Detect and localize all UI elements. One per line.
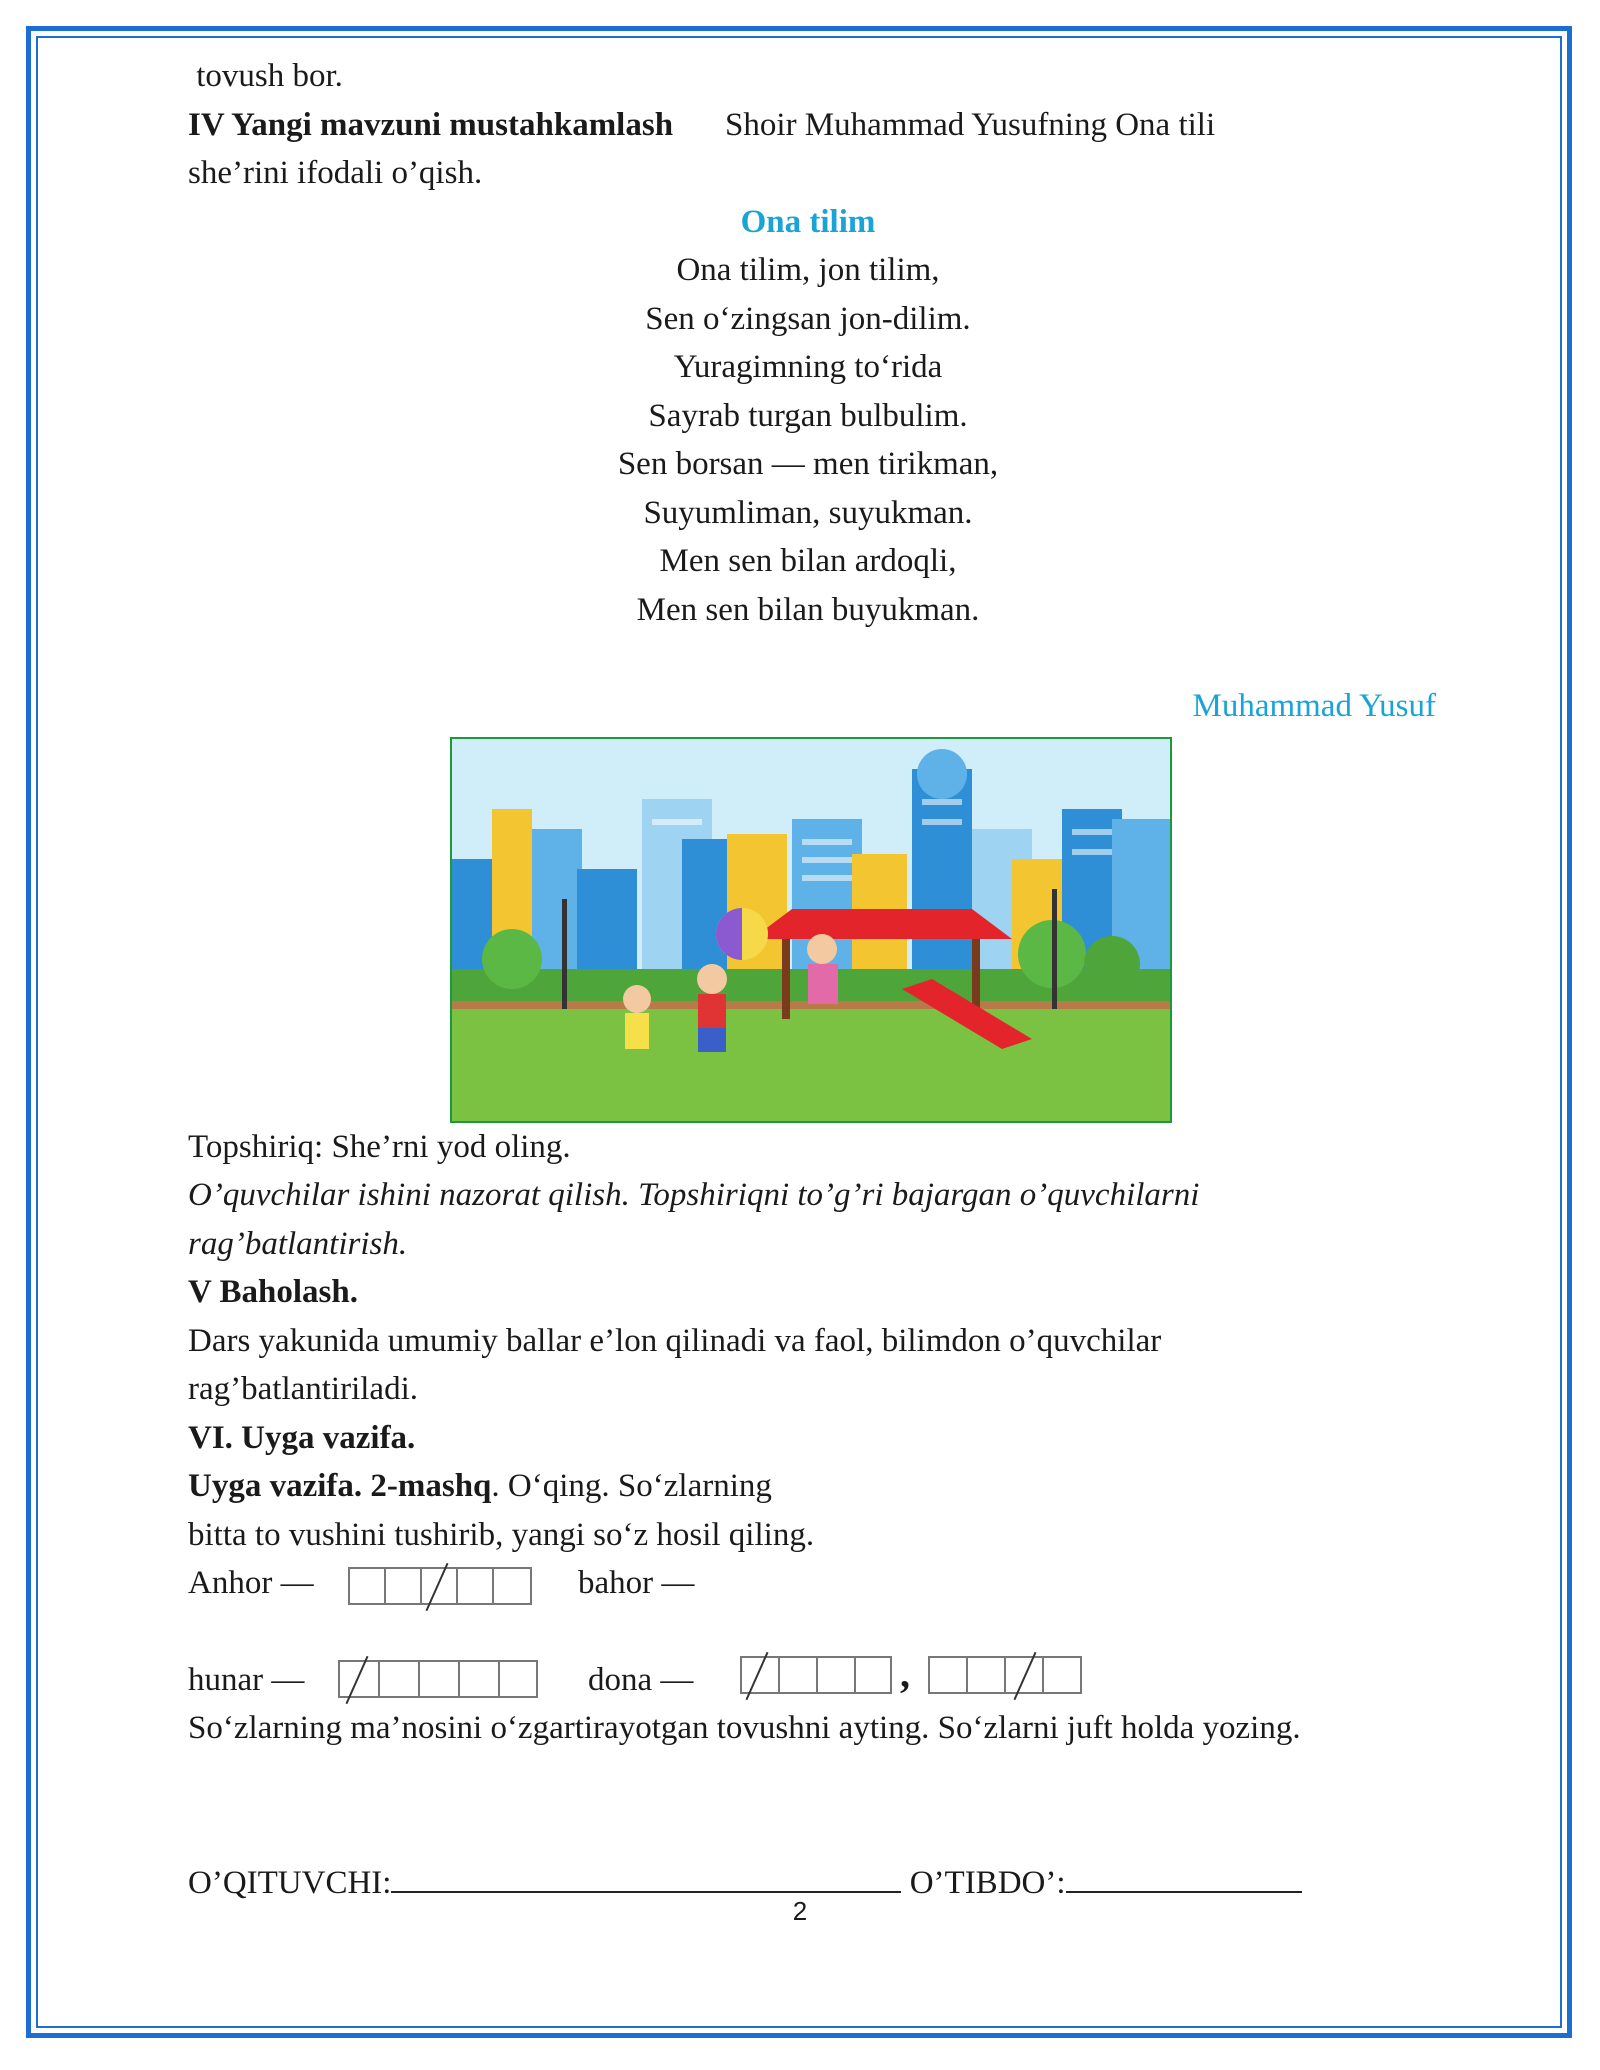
- task-line: Topshiriq: She’rni yod oling.: [188, 1128, 571, 1165]
- city-skyline-icon: [452, 739, 1170, 1121]
- letter-boxes-anhor[interactable]: [348, 1567, 532, 1605]
- letter-boxes-hunar[interactable]: [338, 1660, 538, 1698]
- exercise-word-hunar: hunar —: [188, 1661, 305, 1698]
- section6-line-a: [188, 1462, 1448, 1511]
- poem-title: Ona tilim: [740, 203, 876, 240]
- letter-boxes-dona-1[interactable]: [740, 1656, 892, 1694]
- intro-text: tovush bor.: [196, 58, 343, 94]
- poem-line-7: Men sen bilan ardoqli,: [659, 543, 957, 579]
- homework-lead: Uyga vazifa. 2-mashq: [188, 1468, 492, 1504]
- exercise-comma: ,: [900, 1650, 910, 1696]
- task-italic-a: O’quvchilar ishini nazorat qilish. Topshiriqni to’g’ri bajargan o’quvchilarni: [188, 1177, 1200, 1213]
- letter-boxes-dona-2[interactable]: [928, 1656, 1082, 1694]
- approved-label: O’TIBDO’:: [909, 1864, 1066, 1901]
- poem-line-2: Sen oʻzingsan jon-dilim.: [645, 300, 971, 337]
- strike-mark: [1014, 1651, 1037, 1699]
- document-body: [188, 52, 1448, 1907]
- teacher-label: O’QITUVCHI:: [188, 1864, 392, 1901]
- section5-text-b: rag’batlantiriladi.: [188, 1371, 418, 1407]
- page-number: 2: [792, 1896, 808, 1926]
- poem-line-4: Sayrab turgan bulbulim.: [648, 397, 968, 434]
- playground-illustration: [450, 737, 1172, 1123]
- exercise-word-dona: dona —: [588, 1661, 694, 1698]
- strike-mark: [746, 1651, 769, 1699]
- section5-heading: V Baholash.: [188, 1274, 358, 1310]
- section5-text-a: Dars yakunida umumiy ballar e’lon qilinadi va faol, bilimdon o’quvchilar: [188, 1322, 1162, 1359]
- strike-mark: [426, 1563, 449, 1611]
- homework-text-b: bitta to vushini tushirib, yangi soʻz hosil qiling.: [188, 1516, 815, 1553]
- homework-text-a: . Oʻqing. Soʻzlarning: [491, 1468, 772, 1504]
- poem-author: Muhammad Yusuf: [1192, 688, 1436, 724]
- exercise-row-2: [188, 1650, 1448, 1705]
- beach-ball-icon: [716, 908, 768, 960]
- poem-line-8: Men sen bilan buyukman.: [636, 591, 980, 628]
- section6-heading: VI. Uyga vazifa.: [188, 1419, 416, 1456]
- poem-line-6: Suyumliman, suyukman.: [643, 494, 973, 531]
- exercise-final-line: Soʻzlarning ma’nosini oʻzgartirayotgan tovushni ayting. Soʻzlarni juft holda yozing.: [188, 1710, 1301, 1746]
- poem-line-3: Yuragimning toʻrida: [673, 349, 943, 385]
- exercise-row-1: [188, 1559, 1448, 1608]
- section4-line: [188, 101, 1448, 150]
- teacher-signature-line[interactable]: [391, 1857, 901, 1893]
- exercise-word-bahor: bahor —: [578, 1565, 695, 1601]
- task-italic-b: rag’batlantirish.: [188, 1225, 408, 1262]
- poem-line-1: Ona tilim, jon tilim,: [676, 252, 940, 288]
- approved-signature-line[interactable]: [1066, 1857, 1302, 1893]
- poem-line-5: Sen borsan — men tirikman,: [617, 446, 999, 482]
- section4-text-b: she’rini ifodali o’qish.: [188, 155, 483, 191]
- section4-text-a: Shoir Muhammad Yusufning Ona tili: [725, 106, 1216, 143]
- intro-line: [188, 52, 1448, 101]
- exercise-word-anhor: Anhor —: [188, 1565, 314, 1601]
- section4-heading: IV Yangi mavzuni mustahkamlash: [188, 106, 674, 143]
- strike-mark: [346, 1655, 369, 1703]
